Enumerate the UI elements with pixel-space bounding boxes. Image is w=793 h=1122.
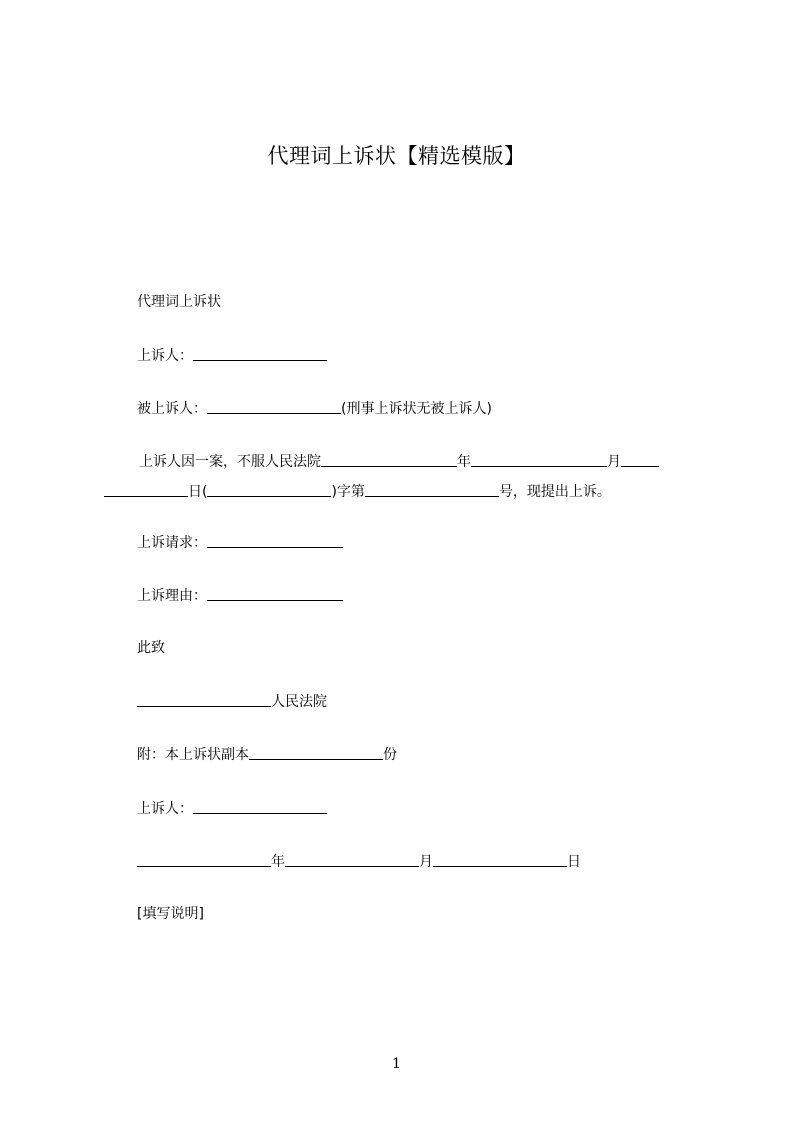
attachment-line	[137, 744, 397, 765]
reason-blank	[207, 586, 343, 601]
appellee-line	[137, 398, 492, 419]
appellant-line	[137, 345, 327, 366]
day-char: 日(	[188, 484, 208, 500]
date-year: 年	[271, 854, 285, 870]
court-suffix: 人民法院	[271, 694, 327, 710]
appellee-blank	[207, 399, 341, 414]
attachment-label: 附：本上诉状副本	[137, 747, 249, 763]
date-day: 日	[567, 854, 581, 870]
signature-blank	[193, 799, 327, 814]
month-char: 月	[607, 454, 621, 470]
appellant-label: 上诉人：	[137, 348, 193, 364]
case-line-2	[104, 481, 611, 502]
court-blank	[321, 452, 457, 467]
case-text-1: 上诉人因一案，不服人民法院	[139, 454, 321, 470]
date-year-blank	[137, 852, 271, 867]
case-prefix-blank	[207, 482, 331, 497]
zi-di: )字第	[331, 484, 365, 500]
document-title: 代理词上诉状【精选模版】	[267, 144, 526, 168]
court-name-blank	[137, 692, 271, 707]
year-char: 年	[457, 454, 471, 470]
signature-label: 上诉人：	[137, 801, 193, 817]
signature-line	[137, 798, 327, 819]
date-month-blank	[285, 852, 419, 867]
copies-suffix: 份	[383, 747, 397, 763]
document-heading: 代理词上诉状	[137, 294, 221, 310]
copies-blank	[249, 745, 383, 760]
appellee-note: (刑事上诉状无被上诉人)	[341, 401, 492, 417]
date-day-blank	[433, 852, 567, 867]
case-line-1	[139, 451, 659, 472]
page-number: 1	[392, 1056, 401, 1072]
appellant-blank	[193, 346, 327, 361]
cizhi-line: 此致	[137, 640, 165, 656]
case-text-2: 号，现提出上诉。	[498, 484, 611, 500]
request-line	[137, 532, 343, 553]
request-blank	[207, 533, 343, 548]
request-label: 上诉请求：	[137, 535, 207, 551]
day-blank	[104, 482, 188, 497]
appellee-label: 被上诉人：	[137, 401, 207, 417]
date-month: 月	[419, 854, 433, 870]
month-blank	[621, 452, 659, 467]
fill-instructions: [填写说明]	[137, 906, 204, 922]
year-blank	[471, 452, 607, 467]
court-line	[137, 691, 327, 712]
reason-line	[137, 585, 343, 606]
case-number-blank	[365, 482, 499, 497]
reason-label: 上诉理由：	[137, 588, 207, 604]
date-line	[137, 851, 581, 872]
